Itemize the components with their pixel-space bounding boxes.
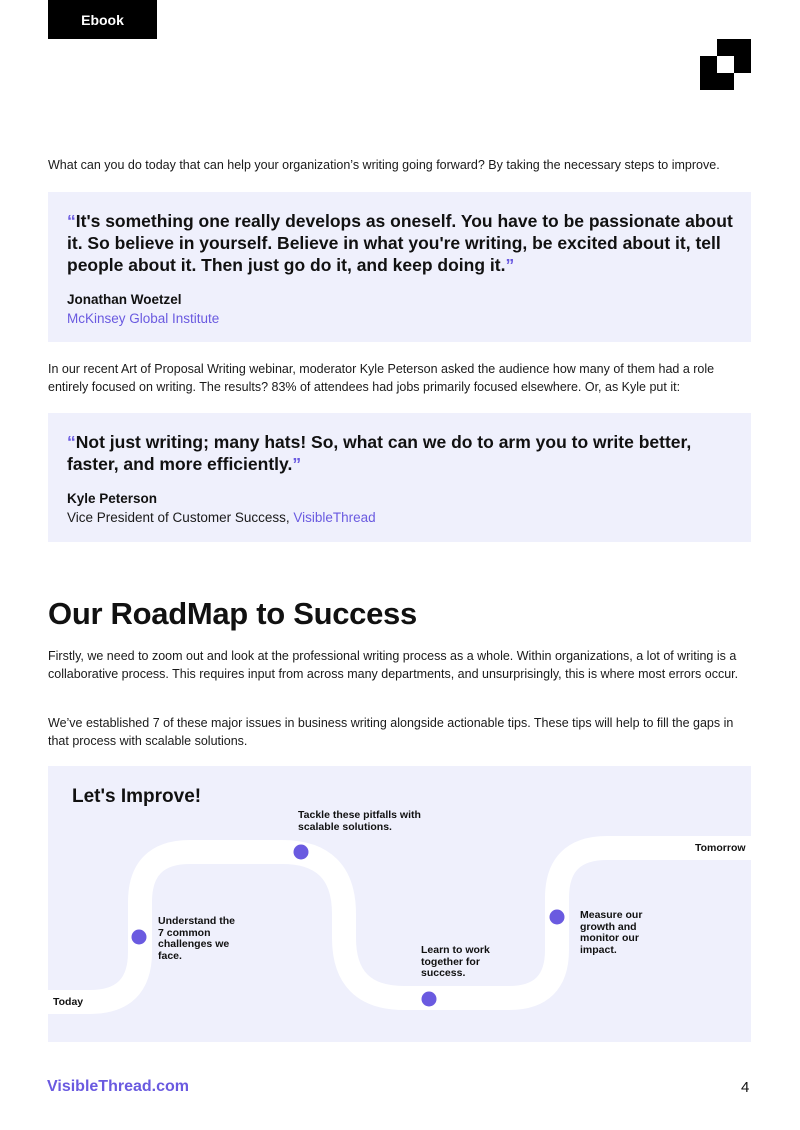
section-paragraph-1: Firstly, we need to zoom out and look at the professional writing process as a whole. Within organizations, a lot of writing is a collaborative process. This requires input from across many departments, and unsurprisingly, this is where most errors occur. (48, 649, 739, 681)
quote-block-peterson (48, 413, 751, 542)
quote-author-role (67, 510, 376, 525)
quote-author: Jonathan Woetzel (67, 292, 182, 307)
quote-text (67, 431, 735, 475)
roadmap-panel (48, 766, 751, 1042)
page-number: 4 (741, 1079, 750, 1096)
open-quote-mark: “ (67, 432, 76, 452)
roadmap-title: Let's Improve! (72, 786, 202, 807)
roadmap-milestone-dot (132, 930, 147, 945)
quote-author: Kyle Peterson (67, 491, 158, 506)
quote-block-woetzel (48, 192, 751, 342)
roadmap-milestone-dot (422, 992, 437, 1007)
roadmap-start-label: Today (53, 996, 84, 1008)
footer-brand-link[interactable]: VisibleThread.com (47, 1078, 189, 1095)
webinar-paragraph: In our recent Art of Proposal Writing webinar, moderator Kyle Peterson asked the audience how many of them had a role entirely focused on writing. The results? 83% of attendees had jobs primarily focused elsewhere. Or, as Kyle put it: (48, 362, 715, 394)
close-quote-mark: ” (505, 255, 515, 275)
quote-body: Not just writing; many hats! So, what can we do to arm you to write better, faster, and more efficiently. (67, 432, 692, 474)
section-paragraph-2: We’ve established 7 of these major issues in business writing alongside actionable tips. These tips will help to fill the gaps in that process with scalable solutions. (48, 716, 734, 748)
roadmap-step-1: Understand the 7 common challenges we face. (158, 915, 236, 962)
roadmap-step-2: Tackle these pitfalls with scalable solutions. (298, 809, 421, 833)
visiblethread-logo-icon (700, 39, 751, 90)
close-quote-mark: ” (292, 454, 302, 474)
author-company: VisibleThread (293, 510, 376, 525)
roadmap-milestone-dot (294, 845, 309, 860)
open-quote-mark: “ (67, 211, 76, 231)
roadmap-step-4: Measure our growth and monitor our impact. (580, 909, 643, 956)
quote-author-org: McKinsey Global Institute (67, 311, 220, 326)
intro-paragraph: What can you do today that can help your organization’s writing going forward? By taking the necessary steps to improve. (48, 158, 720, 172)
roadmap-end-label: Tomorrow (695, 842, 746, 854)
quote-text (67, 210, 735, 276)
roadmap-step-3: Learn to work together for success. (421, 944, 490, 979)
ebook-tab: Ebook (48, 0, 157, 39)
author-role-text: Vice President of Customer Success, (67, 510, 294, 525)
quote-body: It's something one really develops as oneself. You have to be passionate about it. So believe in yourself. Believe in what you're writing, be excited about it, tell people about it. Then just go do it, and keep doing it. (67, 211, 733, 275)
section-title: Our RoadMap to Success (48, 596, 417, 631)
roadmap-milestone-dot (550, 910, 565, 925)
